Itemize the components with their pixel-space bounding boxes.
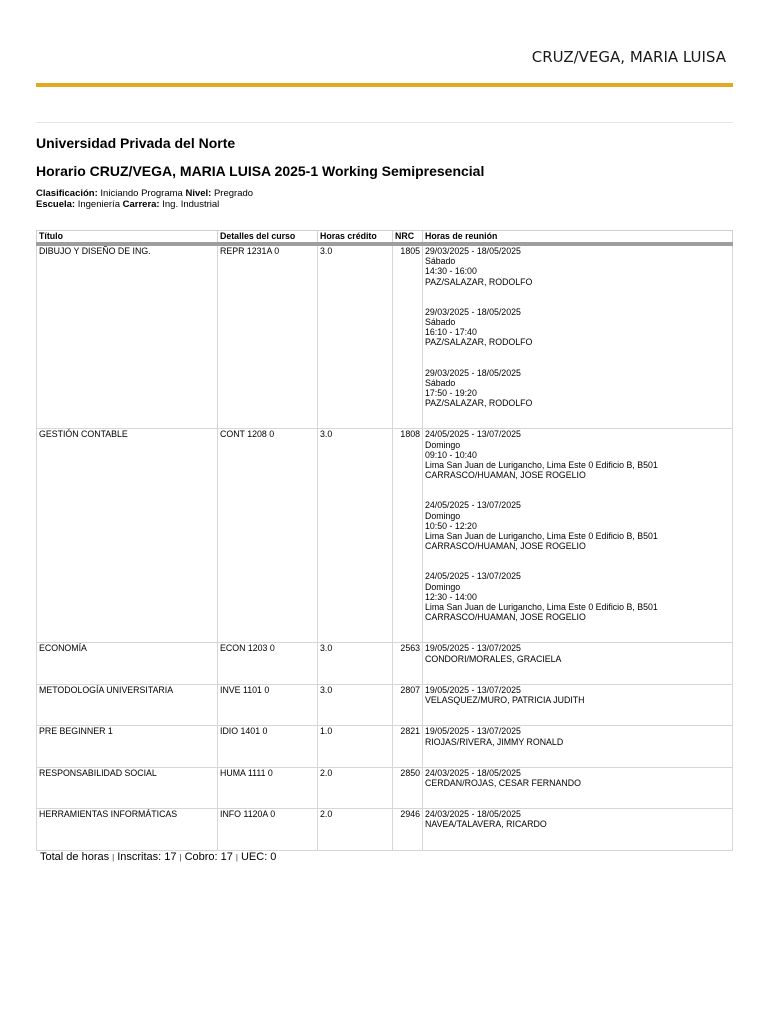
accent-divider: [36, 83, 733, 87]
meeting-block: [425, 368, 730, 409]
nrc-cell: 2946: [393, 809, 423, 850]
meeting-block: [425, 246, 730, 287]
nivel-label: Nivel:: [185, 188, 212, 199]
separator: |: [179, 853, 182, 862]
cobro-total: Cobro: 17: [184, 851, 233, 863]
meeting-line: VELASQUEZ/MURO, PATRICIA JUDITH: [425, 695, 585, 706]
course-title-cell: RESPONSABILIDAD SOCIAL: [37, 767, 218, 808]
nrc-cell: 2821: [393, 726, 423, 767]
meeting-block: [425, 768, 730, 788]
clasificacion-label: Clasificación:: [36, 188, 98, 199]
meeting-line: CARRASCO/HUAMAN, JOSE ROGELIO: [425, 612, 586, 623]
meeting-line: Sábado: [425, 256, 456, 267]
inscritas-total: Inscritas: 17: [117, 851, 177, 863]
table-row: [37, 643, 733, 684]
nrc-cell: 1805: [393, 244, 423, 429]
meeting-line: Lima San Juan de Lurigancho, Lima Este 0 Edificio B, B501: [425, 460, 658, 471]
meeting-line: 24/03/2025 - 18/05/2025: [425, 809, 521, 820]
schedule-table: [36, 230, 733, 851]
meeting-line: Sábado: [425, 317, 456, 328]
meeting-line: 24/05/2025 - 13/07/2025: [425, 571, 521, 582]
nrc-cell: 1808: [393, 429, 423, 643]
meeting-block: [425, 643, 730, 663]
meeting-line: 14:30 - 16:00: [425, 266, 477, 277]
meeting-line: NAVEA/TALAVERA, RICARDO: [425, 819, 547, 830]
carrera-label: Carrera:: [122, 199, 160, 210]
column-header-meeting: Horas de reunión: [423, 231, 733, 245]
university-name: Universidad Privada del Norte: [36, 135, 236, 151]
meeting-line: CERDAN/ROJAS, CESAR FERNANDO: [425, 777, 581, 788]
course-title-cell: ECONOMÍA: [37, 643, 218, 684]
meeting-line: 09:10 - 10:40: [425, 449, 477, 460]
meeting-block: [425, 809, 730, 829]
meta-line-1: [36, 188, 253, 199]
meeting-block: [425, 685, 730, 705]
credit-hours-cell: 3.0: [318, 429, 393, 643]
meeting-block: [425, 571, 730, 622]
meeting-line: 24/03/2025 - 18/05/2025: [425, 767, 521, 778]
meeting-line: 16:10 - 17:40: [425, 327, 477, 338]
meeting-line: 17:50 - 19:20: [425, 388, 477, 399]
meeting-line: 29/03/2025 - 18/05/2025: [425, 246, 521, 256]
course-title-cell: HERRAMIENTAS INFORMÁTICAS: [37, 809, 218, 850]
course-title-cell: DIBUJO Y DISEÑO DE ING.: [37, 244, 218, 429]
course-details-cell: INVE 1101 0: [218, 684, 318, 725]
course-details-cell: IDIO 1401 0: [218, 726, 318, 767]
totals-label: Total de horas: [40, 851, 110, 863]
meeting-line: Domingo: [425, 510, 461, 521]
escuela-label: Escuela:: [36, 199, 76, 210]
credit-hours-cell: 1.0: [318, 726, 393, 767]
table-row: [37, 809, 733, 850]
nrc-cell: 2807: [393, 684, 423, 725]
table-row: [37, 244, 733, 429]
credit-hours-cell: 2.0: [318, 809, 393, 850]
meeting-line: Lima San Juan de Lurigancho, Lima Este 0 Edificio B, B501: [425, 602, 658, 613]
credit-hours-cell: 3.0: [318, 684, 393, 725]
table-header-row: [37, 231, 733, 245]
column-header-details: Detalles del curso: [218, 231, 318, 245]
table-row: [37, 767, 733, 808]
meeting-hours-cell: [423, 809, 733, 850]
meeting-block: [425, 726, 730, 746]
meeting-line: Domingo: [425, 581, 461, 592]
meeting-block: [425, 307, 730, 348]
clasificacion-value: Iniciando Programa: [100, 188, 183, 199]
escuela-value: Ingeniería: [77, 199, 120, 210]
meeting-hours-cell: [423, 726, 733, 767]
uec-total: UEC: 0: [240, 851, 277, 863]
meeting-line: PAZ/SALAZAR, RODOLFO: [425, 398, 533, 409]
meeting-line: 19/05/2025 - 13/07/2025: [425, 684, 521, 695]
meeting-hours-cell: [423, 429, 733, 643]
meeting-line: PAZ/SALAZAR, RODOLFO: [425, 276, 533, 287]
credit-hours-cell: 3.0: [318, 244, 393, 429]
student-meta: [36, 188, 253, 210]
meeting-hours-cell: [423, 244, 733, 429]
course-details-cell: INFO 1120A 0: [218, 809, 318, 850]
meeting-line: 24/05/2025 - 13/07/2025: [425, 429, 521, 440]
credit-hours-cell: 2.0: [318, 767, 393, 808]
page-header: [0, 0, 768, 88]
meeting-line: 19/05/2025 - 13/07/2025: [425, 726, 521, 737]
meeting-hours-cell: [423, 684, 733, 725]
column-header-hours: Horas crédito: [318, 231, 393, 245]
meeting-line: Domingo: [425, 439, 461, 450]
meeting-block: [425, 500, 730, 551]
meeting-line: CONDORI/MORALES, GRACIELA: [425, 653, 562, 664]
nrc-cell: 2563: [393, 643, 423, 684]
schedule-title: Horario CRUZ/VEGA, MARIA LUISA 2025-1 Working Semipresencial: [36, 163, 485, 179]
meeting-line: 10:50 - 12:20: [425, 520, 477, 531]
nrc-cell: 2850: [393, 767, 423, 808]
credit-hours-cell: 3.0: [318, 643, 393, 684]
meta-line-2: [36, 199, 253, 210]
student-name: CRUZ/VEGA, MARIA LUISA: [531, 48, 726, 66]
meeting-line: PAZ/SALAZAR, RODOLFO: [425, 337, 533, 348]
meeting-line: CARRASCO/HUAMAN, JOSE ROGELIO: [425, 470, 586, 481]
meeting-line: 19/05/2025 - 13/07/2025: [425, 643, 521, 654]
separator: |: [112, 853, 115, 862]
meeting-hours-cell: [423, 767, 733, 808]
column-header-title: Título: [37, 231, 218, 245]
separator: |: [235, 853, 238, 862]
carrera-value: Ing. Industrial: [162, 199, 220, 210]
meeting-line: Lima San Juan de Lurigancho, Lima Este 0 Edificio B, B501: [425, 531, 658, 542]
totals-bar: [40, 851, 276, 863]
meeting-hours-cell: [423, 643, 733, 684]
meeting-line: 24/05/2025 - 13/07/2025: [425, 500, 521, 511]
course-details-cell: HUMA 1111 0: [218, 767, 318, 808]
meeting-line: Sábado: [425, 377, 456, 388]
meeting-line: CARRASCO/HUAMAN, JOSE ROGELIO: [425, 541, 586, 552]
section-divider: [36, 122, 733, 123]
course-title-cell: PRE BEGINNER 1: [37, 726, 218, 767]
table-row: [37, 726, 733, 767]
course-title-cell: GESTIÓN CONTABLE: [37, 429, 218, 643]
course-details-cell: ECON 1203 0: [218, 643, 318, 684]
course-details-cell: CONT 1208 0: [218, 429, 318, 643]
meeting-line: 29/03/2025 - 18/05/2025: [425, 367, 521, 378]
table-body: [37, 244, 733, 850]
meeting-line: 29/03/2025 - 18/05/2025: [425, 306, 521, 317]
meeting-block: [425, 429, 730, 480]
course-details-cell: REPR 1231A 0: [218, 244, 318, 429]
meeting-line: RIOJAS/RIVERA, JIMMY RONALD: [425, 736, 564, 747]
column-header-nrc: NRC: [393, 231, 423, 245]
course-title-cell: METODOLOGÍA UNIVERSITARIA: [37, 684, 218, 725]
meeting-line: 12:30 - 14:00: [425, 591, 477, 602]
table-row: [37, 429, 733, 643]
table-row: [37, 684, 733, 725]
nivel-value: Pregrado: [213, 188, 254, 199]
